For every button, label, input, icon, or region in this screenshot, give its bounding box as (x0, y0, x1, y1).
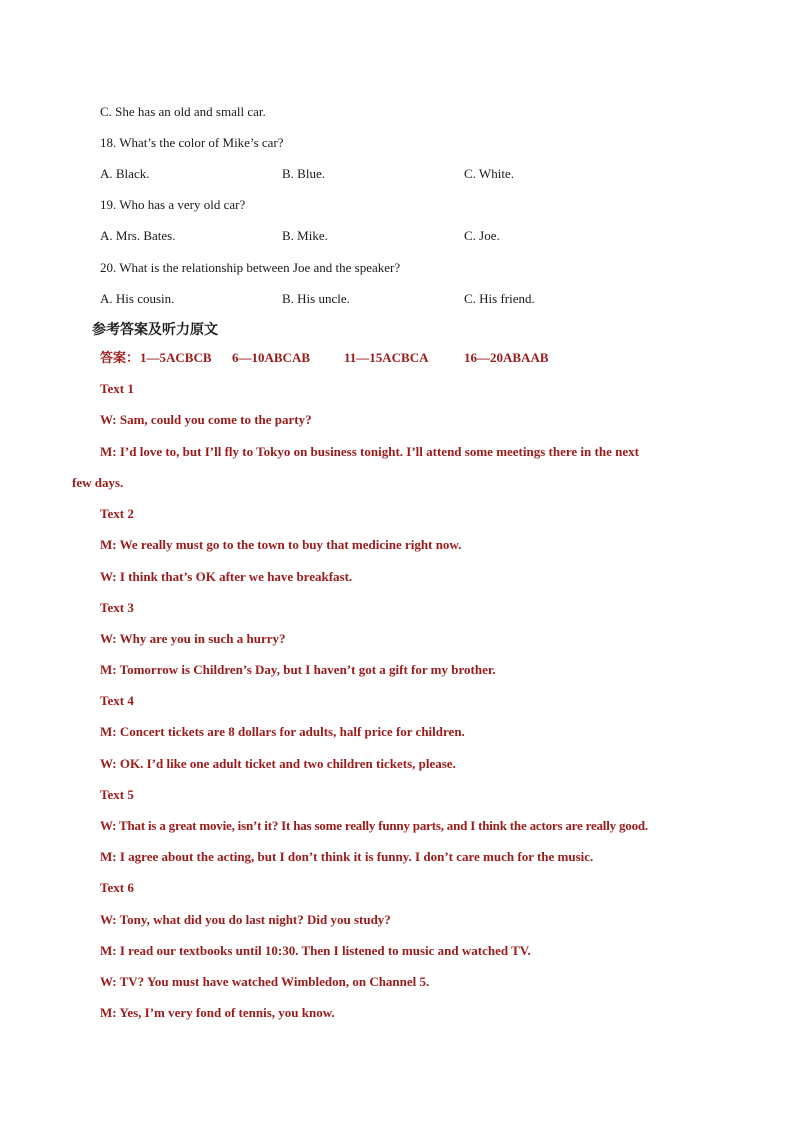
q19-option-a: A. Mrs. Bates. (100, 228, 176, 243)
text4-w: W: OK. I’d like one adult ticket and two children tickets, please. (100, 756, 456, 771)
text5-m: M: I agree about the acting, but I don’t think it is funny. I don’t care much for the music. (100, 849, 594, 864)
q19-option-b: B. Mike. (282, 228, 328, 243)
q18-option-c: C. White. (464, 166, 514, 181)
text3-m: M: Tomorrow is Children’s Day, but I haven’t got a gift for my brother. (100, 662, 496, 677)
text5-title: Text 5 (100, 787, 134, 802)
q19-option-c: C. Joe. (464, 228, 500, 243)
answer-group-3: 11—15ACBCA (344, 350, 429, 365)
q20-option-b: B. His uncle. (282, 291, 350, 306)
answer-group-2: 6—10ABCAB (232, 350, 311, 365)
q18-question: 18. What’s the color of Mike’s car? (100, 135, 284, 150)
answer-group-1: 1—5ACBCB (140, 350, 212, 365)
answer-label: 答案： (100, 350, 140, 365)
text1-w: W: Sam, could you come to the party? (100, 412, 312, 427)
text3-title: Text 3 (100, 600, 134, 615)
text4-m: M: Concert tickets are 8 dollars for adults, half price for children. (100, 724, 465, 739)
text6-w1: W: Tony, what did you do last night? Did you study? (100, 912, 391, 927)
text6-title: Text 6 (100, 880, 134, 895)
q20-option-a: A. His cousin. (100, 291, 175, 306)
q18-option-a: A. Black. (100, 166, 150, 181)
text2-m: M: We really must go to the town to buy that medicine right now. (100, 537, 462, 552)
text5-w: W: That is a great movie, isn’t it? It has some really funny parts, and I think the actors are really good. (100, 818, 648, 833)
text2-title: Text 2 (100, 506, 134, 521)
text6-m2: M: Yes, I’m very fond of tennis, you know. (100, 1005, 335, 1020)
q20-option-c: C. His friend. (464, 291, 535, 306)
q19-question: 19. Who has a very old car? (100, 197, 246, 212)
answer-group-4: 16—20ABAAB (464, 350, 549, 365)
q20-question: 20. What is the relationship between Joe and the speaker? (100, 260, 401, 275)
answers-heading: 参考答案及听力原文 (92, 323, 218, 338)
answer-key-row (100, 350, 570, 366)
text6-w2: W: TV? You must have watched Wimbledon, on Channel 5. (100, 974, 430, 989)
text1-title: Text 1 (100, 381, 134, 396)
text1-m-line1: M: I’d love to, but I’ll fly to Tokyo on business tonight. I’ll attend some meetings there in the next (100, 444, 639, 459)
q17-option-c: C. She has an old and small car. (100, 104, 266, 119)
text1-m-line2: few days. (72, 475, 124, 490)
text6-m1: M: I read our textbooks until 10:30. Then I listened to music and watched TV. (100, 943, 531, 958)
text3-w: W: Why are you in such a hurry? (100, 631, 286, 646)
q18-option-b: B. Blue. (282, 166, 325, 181)
text2-w: W: I think that’s OK after we have breakfast. (100, 569, 353, 584)
text4-title: Text 4 (100, 693, 134, 708)
